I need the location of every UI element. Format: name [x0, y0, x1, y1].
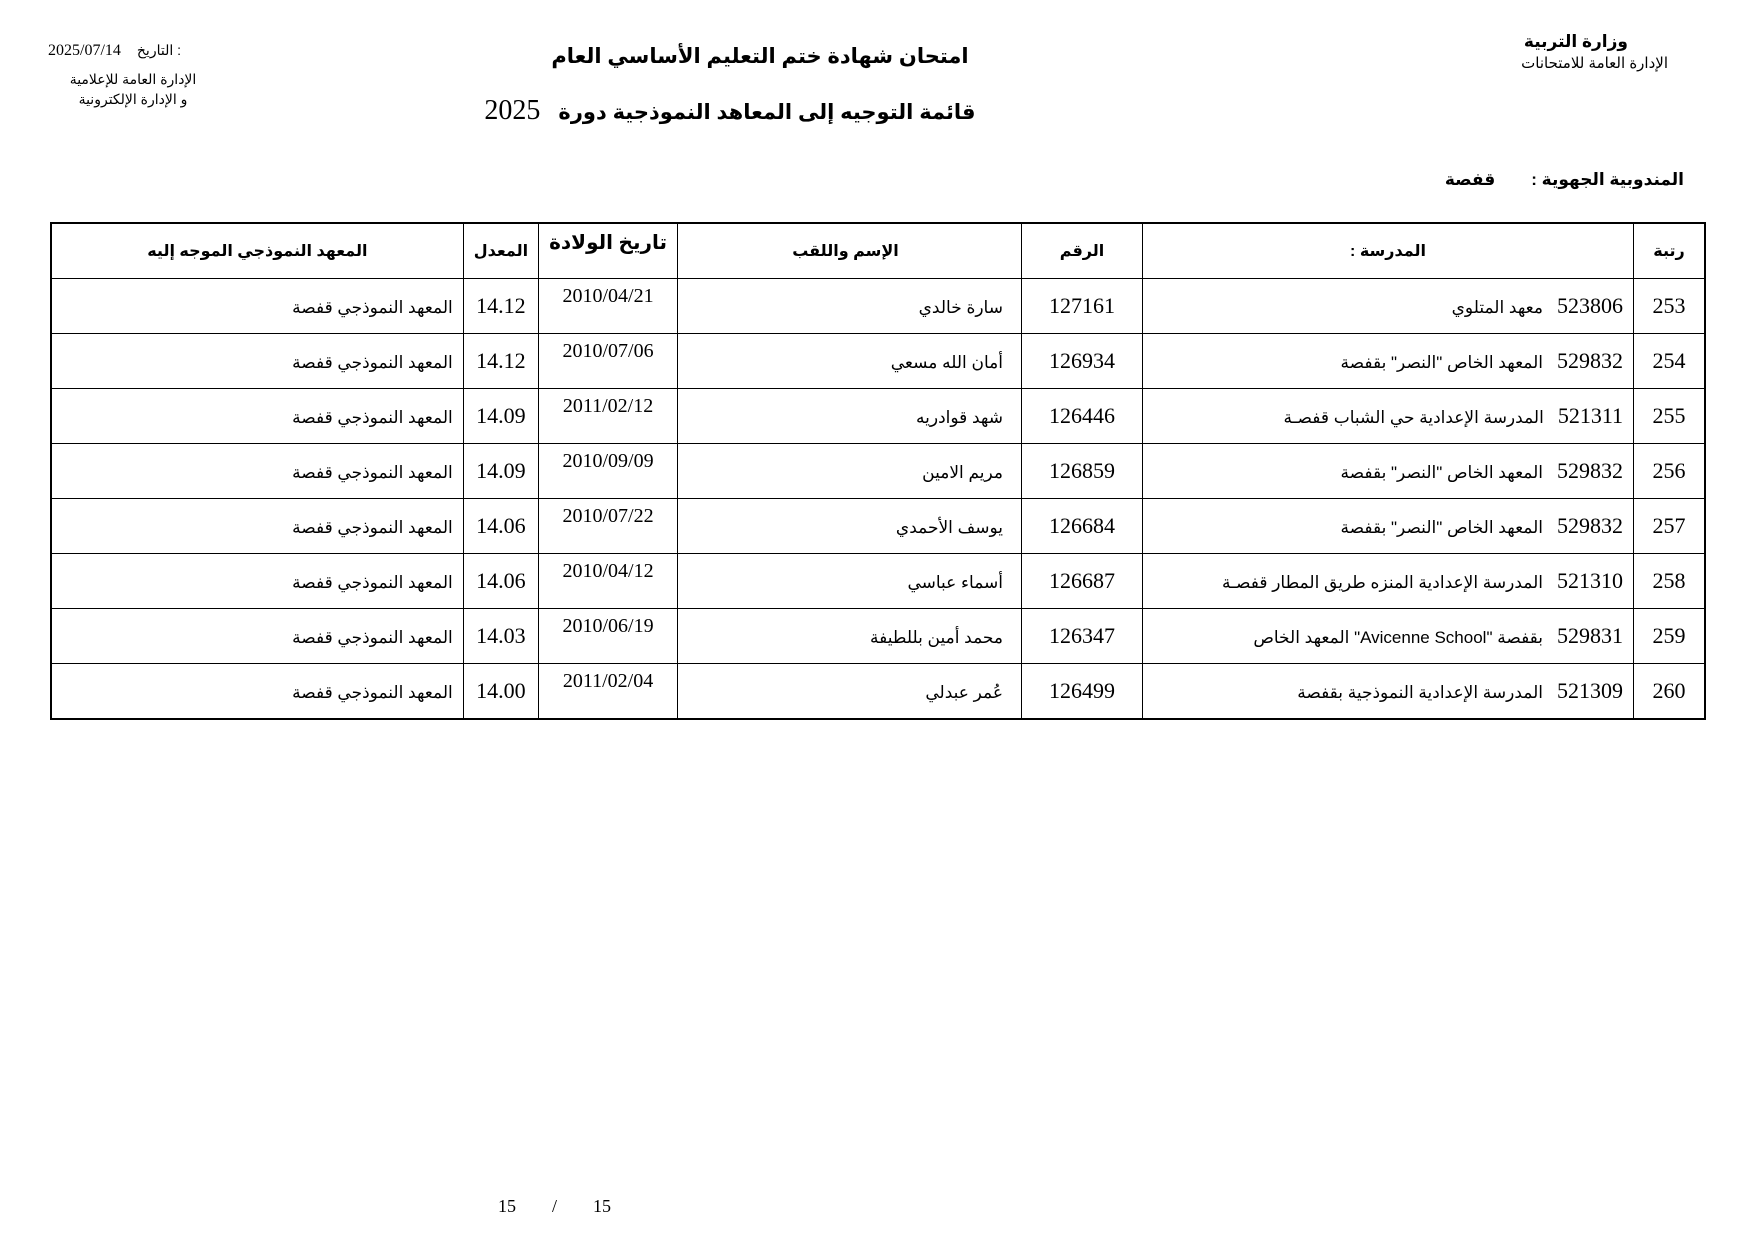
col-header-id: الرقم — [1022, 223, 1143, 279]
cell-name — [678, 444, 1022, 499]
cell-institute — [51, 609, 463, 664]
institute-name: المعهد النموذجي قفصة — [292, 573, 453, 592]
cell-rank: 257 — [1634, 499, 1706, 554]
cell-rank: 253 — [1634, 279, 1706, 334]
institute-name: المعهد النموذجي قفصة — [292, 353, 453, 372]
student-name: شهد قوادريه — [916, 408, 1003, 427]
school-name: المدرسة الإعدادية النموذجية بقفصة — [1297, 683, 1543, 702]
cell-dob: 2010/04/12 — [539, 554, 678, 609]
student-name: محمد أمين بللطيفة — [870, 628, 1003, 647]
school-code: 529832 — [1557, 348, 1623, 373]
page-separator: / — [552, 1196, 558, 1216]
cell-name — [678, 389, 1022, 444]
table-row — [51, 444, 1705, 499]
cell-school — [1143, 279, 1634, 334]
institute-name: المعهد النموذجي قفصة — [292, 518, 453, 537]
cell-name — [678, 279, 1022, 334]
school-name: بقفصة "Avicenne School" المعهد الخاص — [1253, 628, 1543, 647]
cell-dob: 2010/09/09 — [539, 444, 678, 499]
cell-dob: 2010/06/19 — [539, 609, 678, 664]
student-name: يوسف الأحمدي — [895, 518, 1003, 537]
cell-school — [1143, 389, 1634, 444]
cell-institute — [51, 334, 463, 389]
issuer-line-2: و الإدارة الإلكترونية — [78, 91, 188, 107]
region-label: المندوبية الجهوية : — [1531, 170, 1684, 189]
cell-school — [1143, 444, 1634, 499]
session-year: 2025 — [484, 95, 541, 126]
school-code: 521310 — [1557, 568, 1623, 593]
cell-dob: 2010/07/06 — [539, 334, 678, 389]
col-header-school: المدرسة : — [1143, 223, 1634, 279]
cell-rank: 256 — [1634, 444, 1706, 499]
table-row — [51, 609, 1705, 664]
cell-avg: 14.03 — [463, 609, 538, 664]
student-name: مريم الامين — [922, 463, 1003, 482]
page-number — [498, 1196, 611, 1217]
col-header-name: الإسم واللقب — [678, 223, 1022, 279]
cell-rank: 260 — [1634, 664, 1706, 720]
cell-name — [678, 554, 1022, 609]
student-name: أمان الله مسعي — [890, 353, 1003, 372]
school-name: المعهد الخاص "النصر" بقفصة — [1340, 353, 1543, 372]
school-code: 529831 — [1557, 623, 1623, 648]
title-block — [470, 44, 990, 127]
cell-dob: 2010/07/22 — [539, 499, 678, 554]
page-total: 15 — [593, 1196, 612, 1216]
issuer-header — [48, 38, 218, 111]
table-row — [51, 554, 1705, 609]
cell-institute — [51, 499, 463, 554]
institute-name: المعهد النموذجي قفصة — [292, 298, 453, 317]
cell-id: 126934 — [1022, 334, 1143, 389]
cell-institute — [51, 389, 463, 444]
cell-avg: 14.12 — [463, 279, 538, 334]
cell-school — [1143, 499, 1634, 554]
ministry-header — [1521, 32, 1668, 72]
cell-avg: 14.09 — [463, 389, 538, 444]
institute-name: المعهد النموذجي قفصة — [292, 628, 453, 647]
department-name: الإدارة العامة للامتحانات — [1521, 55, 1668, 72]
cell-id: 126446 — [1022, 389, 1143, 444]
school-code: 521309 — [1557, 678, 1623, 703]
cell-school — [1143, 664, 1634, 720]
col-header-avg: المعدل — [463, 223, 538, 279]
cell-id: 126859 — [1022, 444, 1143, 499]
school-code: 529832 — [1557, 513, 1623, 538]
ministry-name: وزارة التربية — [1523, 32, 1628, 51]
table-row — [51, 499, 1705, 554]
cell-dob: 2010/04/21 — [539, 279, 678, 334]
student-name: سارة خالدي — [918, 298, 1003, 317]
institute-name: المعهد النموذجي قفصة — [292, 463, 453, 482]
cell-school — [1143, 609, 1634, 664]
table-row — [51, 279, 1705, 334]
school-code: 521311 — [1557, 403, 1623, 428]
cell-institute — [51, 444, 463, 499]
exam-title: امتحان شهادة ختم التعليم الأساسي العام — [551, 45, 969, 68]
table-row — [51, 389, 1705, 444]
table-row — [51, 664, 1705, 720]
school-name: المدرسة الإعدادية المنزه طريق المطار قفصـة — [1221, 573, 1543, 592]
cell-rank: 259 — [1634, 609, 1706, 664]
school-name: المعهد الخاص "النصر" بقفصة — [1340, 463, 1543, 482]
table-header-row — [51, 223, 1705, 279]
date-value: 2025/07/14 — [48, 42, 121, 59]
cell-name — [678, 334, 1022, 389]
school-name: معهد المتلوي — [1451, 298, 1543, 317]
cell-id: 126687 — [1022, 554, 1143, 609]
institute-name: المعهد النموذجي قفصة — [292, 683, 453, 702]
school-name: المعهد الخاص "النصر" بقفصة — [1340, 518, 1543, 537]
cell-institute — [51, 279, 463, 334]
school-name: المدرسة الإعدادية حي الشباب قفصـة — [1283, 408, 1544, 427]
cell-institute — [51, 664, 463, 720]
cell-avg: 14.00 — [463, 664, 538, 720]
school-code: 529832 — [1557, 458, 1623, 483]
orientation-table — [50, 222, 1706, 720]
cell-school — [1143, 554, 1634, 609]
cell-avg: 14.06 — [463, 554, 538, 609]
col-header-rank: رتبة — [1634, 223, 1706, 279]
cell-id: 127161 — [1022, 279, 1143, 334]
table-row — [51, 334, 1705, 389]
cell-rank: 254 — [1634, 334, 1706, 389]
date-line — [48, 38, 218, 63]
cell-id: 126684 — [1022, 499, 1143, 554]
list-title — [470, 95, 990, 127]
cell-institute — [51, 554, 463, 609]
school-code: 523806 — [1557, 293, 1623, 318]
cell-avg: 14.06 — [463, 499, 538, 554]
cell-rank: 255 — [1634, 389, 1706, 444]
cell-school — [1143, 334, 1634, 389]
cell-dob: 2011/02/04 — [539, 664, 678, 720]
page-current: 15 — [498, 1196, 516, 1216]
student-name: عُمر عبدلي — [925, 683, 1003, 702]
region-value: قفصة — [1444, 170, 1496, 189]
institute-name: المعهد النموذجي قفصة — [292, 408, 453, 427]
date-label: التاريخ : — [136, 42, 182, 58]
cell-id: 126347 — [1022, 609, 1143, 664]
cell-avg: 14.09 — [463, 444, 538, 499]
region-line — [1445, 170, 1684, 190]
cell-avg: 14.12 — [463, 334, 538, 389]
col-header-dob: تاريخ الولادة — [539, 223, 678, 279]
cell-name — [678, 609, 1022, 664]
list-title-text: قائمة التوجيه إلى المعاهد النموذجية دورة — [558, 101, 976, 124]
cell-id: 126499 — [1022, 664, 1143, 720]
issuer-line-1: الإدارة العامة للإعلامية — [69, 71, 197, 87]
cell-dob: 2011/02/12 — [539, 389, 678, 444]
col-header-institute: المعهد النموذجي الموجه إليه — [51, 223, 463, 279]
cell-rank: 258 — [1634, 554, 1706, 609]
cell-name — [678, 664, 1022, 720]
student-name: أسماء عباسي — [907, 573, 1003, 592]
cell-name — [678, 499, 1022, 554]
